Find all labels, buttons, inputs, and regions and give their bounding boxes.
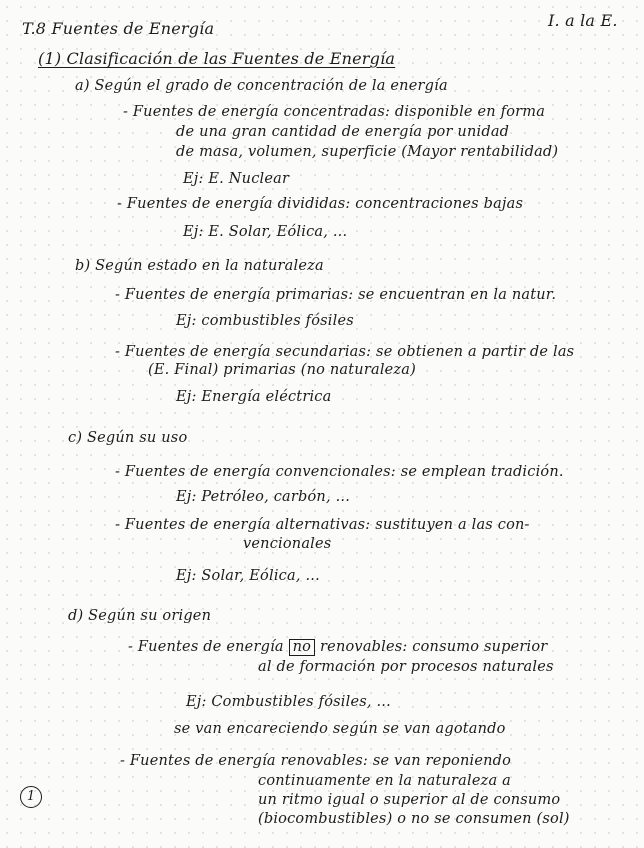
renewable-line-1: - Fuentes de energía renovables: se van reponiendo xyxy=(120,753,512,769)
section-heading: (1) Clasificación de las Fuentes de Energía xyxy=(38,49,396,68)
concentrated-line-3: de masa, volumen, superficie (Mayor rentabilidad) xyxy=(176,144,559,160)
page-number-circle: 1 xyxy=(20,786,42,808)
subsection-b-title: b) Según estado en la naturaleza xyxy=(75,258,324,274)
non-renewable-note: se van encareciendo según se van agotando xyxy=(174,721,506,737)
renewable-line-4: (biocombustibles) o no se consumen (sol) xyxy=(258,811,570,827)
subsection-a-title: a) Según el grado de concentración de la energía xyxy=(75,78,448,94)
non-renewable-prefix: - Fuentes de energía xyxy=(128,639,284,655)
primary-line: - Fuentes de energía primarias: se encuentran en la natur. xyxy=(115,287,557,303)
divided-example: Ej: E. Solar, Eólica, ... xyxy=(183,224,348,240)
secondary-line-2: (E. Final) primarias (no naturaleza) xyxy=(148,362,416,378)
non-renewable-line-1 xyxy=(128,639,547,656)
renewable-line-3: un ritmo igual o superior al de consumo xyxy=(258,792,561,808)
alternative-line-1: - Fuentes de energía alternativas: sustituyen a las con- xyxy=(115,517,530,533)
alternative-line-2: vencionales xyxy=(243,536,332,552)
secondary-example: Ej: Energía eléctrica xyxy=(176,389,332,405)
corner-note: I. a la E. xyxy=(548,11,618,30)
non-renewable-suffix: renovables: consumo superior xyxy=(320,639,548,655)
renewable-line-2: continuamente en la naturaleza a xyxy=(258,773,511,789)
alternative-example: Ej: Solar, Eólica, ... xyxy=(176,568,320,584)
page-title: T.8 Fuentes de Energía xyxy=(22,19,215,38)
divided-line: - Fuentes de energía divididas: concentraciones bajas xyxy=(117,196,524,212)
concentrated-example: Ej: E. Nuclear xyxy=(183,171,290,187)
non-renewable-line-2: al de formación por procesos naturales xyxy=(258,659,554,675)
conventional-example: Ej: Petróleo, carbón, ... xyxy=(176,489,351,505)
conventional-line: - Fuentes de energía convencionales: se emplean tradición. xyxy=(115,464,564,480)
subsection-d-title: d) Según su origen xyxy=(68,608,212,624)
secondary-line-1: - Fuentes de energía secundarias: se obtienen a partir de las xyxy=(115,344,575,360)
primary-example: Ej: combustibles fósiles xyxy=(176,313,354,329)
concentrated-line-1: - Fuentes de energía concentradas: disponible en forma xyxy=(123,104,546,120)
non-renewable-example: Ej: Combustibles fósiles, ... xyxy=(186,694,391,710)
concentrated-line-2: de una gran cantidad de energía por unidad xyxy=(176,124,510,140)
boxed-word-no: no xyxy=(289,639,315,656)
subsection-c-title: c) Según su uso xyxy=(68,430,188,446)
